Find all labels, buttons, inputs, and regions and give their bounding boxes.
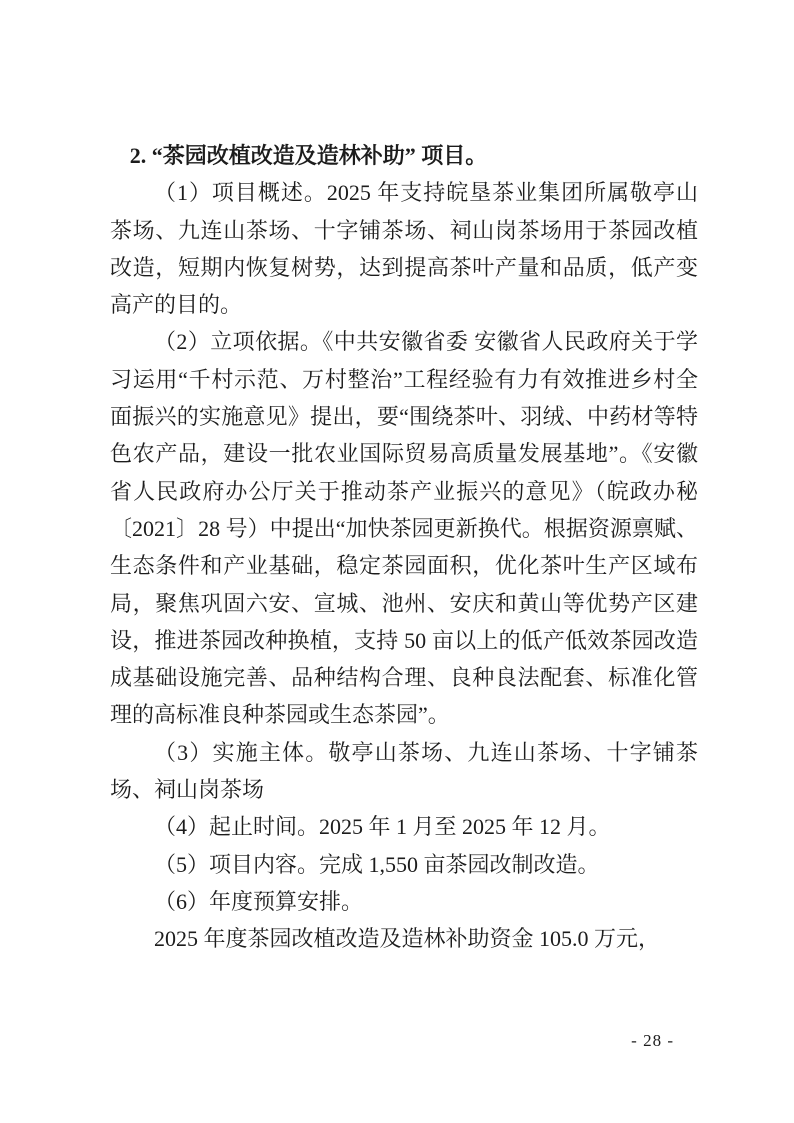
paragraph-project-basis: （2）立项依据。《中共安徽省委 安徽省人民政府关于学习运用“千村示范、万村整治”工程经验有力有效推进乡村全面振兴的实施意见》提出，要“围绕茶叶、羽绒、中药材等特色农产品，建设一批农业国际贸易高质量发展基地”。《安徽省人民政府办公厅关于推动茶产业振兴的意见》（皖政办秘〔2021〕28 号）中提出“加快茶园更新换代。根据资源禀赋、生态条件和产业基础，稳定茶园面积，优化茶叶生产区域布局，聚焦巩固六安、宣城、池州、安庆和黄山等优势产区建设，推进茶园改种换植，支持 50 亩以上的低产低效茶园改造成基础设施完善、品种结构合理、良种良法配套、标准化管理的高标准良种茶园或生态茶园”。 [110, 329, 698, 728]
page-number: - 28 - [631, 1031, 674, 1050]
paragraph-implementing-entities: （3）实施主体。敬亭山茶场、九连山茶场、十字铺茶场、祠山岗茶场 [110, 739, 698, 803]
section-heading: 2. “茶园改植改造及造林补助” 项目。 [129, 143, 488, 168]
paragraph-project-content: （5）项目内容。完成 1,550 亩茶园改制改造。 [154, 851, 600, 877]
paragraph-project-overview: （1）项目概述。2025 年支持皖垦茶业集团所属敬亭山茶场、九连山茶场、十字铺茶场、祠山岗茶场用于茶园改植改造，短期内恢复树势，达到提高茶叶产量和品质，低产变高产的目的。 [110, 180, 698, 318]
document-body [110, 137, 698, 958]
paragraph-time-period: （4）起止时间。2025 年 1 月至 2025 年 12 月。 [154, 814, 611, 840]
paragraph-budget-amount: 2025 年度茶园改植改造及造林补助资金 105.0 万元， [154, 926, 661, 952]
paragraph-annual-budget-heading: （6）年度预算安排。 [154, 888, 364, 914]
